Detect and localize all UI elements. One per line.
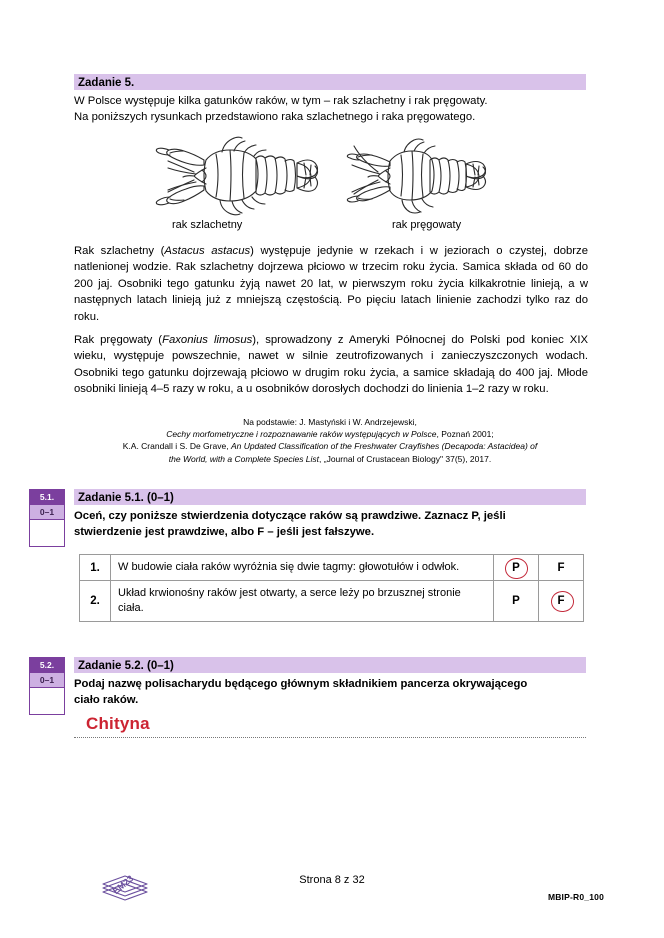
- row-statement: Układ krwionośny raków jest otwarty, a serce leży po brzusznej stronie ciała.: [111, 581, 494, 622]
- source-title-2b: the World, with a Complete Species List: [168, 453, 320, 464]
- source-title-2a: An Updated Classification of the Freshwater Crayfishes (Decapoda: Astacidea) of: [230, 441, 538, 452]
- task-5-title: Zadanie 5.: [78, 77, 135, 89]
- task-5-2-title: Zadanie 5.2. (0–1): [78, 660, 174, 672]
- task-5-header-band: [74, 74, 586, 90]
- true-false-table: [79, 554, 584, 622]
- source-authors-2: K.A. Crandall i S. De Grave,: [122, 441, 231, 452]
- score-box-5-2-input[interactable]: [30, 688, 64, 714]
- paragraph-noble-crayfish: [74, 243, 588, 325]
- crayfish-spinycheek-illustration: [346, 130, 496, 227]
- species-name-faxonius: Faxonius limosus: [162, 334, 253, 346]
- task-5-1-title: Zadanie 5.1. (0–1): [78, 492, 174, 504]
- answer-field-5-2[interactable]: [74, 710, 586, 738]
- figure-caption-right: rak pręgowaty: [392, 219, 462, 231]
- document-code: MBIP-R0_100: [547, 892, 604, 902]
- figure-caption-left: rak szlachetny: [172, 219, 243, 231]
- row-index: 1.: [80, 555, 111, 581]
- paragraph-spinycheek-crayfish: [74, 332, 588, 398]
- row-option-true[interactable]: [494, 555, 539, 581]
- task-5-1-command-line-2: stwierdzenie jest prawdziwe, albo F – jeśli jest fałszywe.: [74, 526, 375, 539]
- page-number: Strona 8 z 32: [299, 874, 365, 886]
- source-citation: [74, 416, 586, 465]
- handwritten-answer: Chityna: [86, 714, 150, 733]
- selected-answer-marker: F: [557, 595, 565, 607]
- logo-text: EM23: [110, 873, 136, 897]
- answer-dotted-rule: [74, 737, 586, 738]
- score-box-5-2-number: 5.2.: [30, 658, 64, 673]
- source-line-4-rest: , „Journal of Crustacean Biology" 37(5), 2017.: [319, 453, 492, 464]
- table-row: [80, 581, 584, 622]
- source-line-3: [74, 440, 586, 452]
- row-option-true[interactable]: P: [494, 581, 539, 622]
- crayfish-dorsal-drawing-icon: [346, 130, 496, 222]
- task-5-2-header-band: [74, 657, 586, 673]
- row-index: 2.: [80, 581, 111, 622]
- figure-captions: [74, 219, 586, 235]
- source-line-2: [74, 428, 586, 440]
- task-5-2-command: [74, 676, 590, 709]
- row-option-false[interactable]: [539, 581, 584, 622]
- crayfish-dorsal-drawing-icon: [154, 130, 324, 222]
- task-5-intro: [74, 93, 594, 126]
- para1-post: ) występuje jedynie w rzekach i w jeziorach o czystej, dobrze natlenionej wodzie. Rak szlachetny dojrzewa płciowo w trzecim roku życia. Samica składa od 60 do 200 jaj. Osobniki tego gatunku żyją nawet 20 lat, w pierwszym roku życia kilkakrotnie linieją, a w następnych latach linieją już z mniejszą częstością. Po pięciu latach linienie zachodzi tylko raz do roku.: [74, 245, 588, 323]
- species-name-astacus: Astacus astacus: [164, 245, 251, 257]
- score-box-5-1: [29, 489, 65, 547]
- source-title-1: Cechy morfometryczne i rozpoznawanie raków występujących w Polsce: [166, 429, 437, 440]
- score-box-5-1-number: 5.1.: [30, 490, 64, 505]
- score-box-5-2: [29, 657, 65, 715]
- selected-answer-marker: P: [512, 561, 520, 574]
- score-box-5-2-points: 0–1: [30, 673, 64, 688]
- crayfish-figures: [74, 130, 586, 230]
- score-box-5-1-points: 0–1: [30, 505, 64, 520]
- task-5-1-command-line-1: Oceń, czy poniższe stwierdzenia dotyczące raków są prawdziwe. Zaznacz P, jeśli: [74, 510, 506, 522]
- task-5-2-command-line-2: ciało raków.: [74, 694, 139, 707]
- task-5-intro-line-2: Na poniższych rysunkach przedstawiono raka szlachetnego i raka pręgowatego.: [74, 111, 476, 124]
- source-line-1: Na podstawie: J. Mastyński i W. Andrzejewski,: [243, 417, 417, 427]
- row-statement: W budowie ciała raków wyróżnia się dwie tagmy: głowotułów i odwłok.: [111, 555, 494, 581]
- score-box-5-1-input[interactable]: [30, 520, 64, 546]
- source-line-2-rest: , Poznań 2001;: [436, 429, 494, 440]
- table-row: [80, 555, 584, 581]
- row-option-false[interactable]: F: [539, 555, 584, 581]
- para2-pre: Rak pręgowaty (: [74, 334, 163, 346]
- task-5-1-command: [74, 508, 590, 541]
- para1-pre: Rak szlachetny (: [74, 245, 165, 257]
- task-5-1-header-band: [74, 489, 586, 505]
- para2-post: ), sprowadzony z Ameryki Północnej do Polski pod koniec XIX wieku, występuje powszechnie, nawet w silnie zeutrofizowanych i zanieczyszczonych wodach. Osobniki tego gatunku dojrzewają płciowo w drugim roku życia, a samice składają do 400 jaj. Młode osobniki linieją 4–5 razy w roku, a u osobników dorosłych dochodzi do linienia 1–2 razy w roku.: [74, 334, 589, 396]
- crayfish-noble-illustration: [154, 130, 324, 227]
- source-line-4: [74, 453, 586, 465]
- task-5-intro-line-1: W Polsce występuje kilka gatunków raków, w tym – rak szlachetny i rak pręgowaty.: [74, 95, 488, 107]
- task-5-2-command-line-1: Podaj nazwę polisacharydu będącego głównym składnikiem pancerza okrywającego: [74, 678, 528, 690]
